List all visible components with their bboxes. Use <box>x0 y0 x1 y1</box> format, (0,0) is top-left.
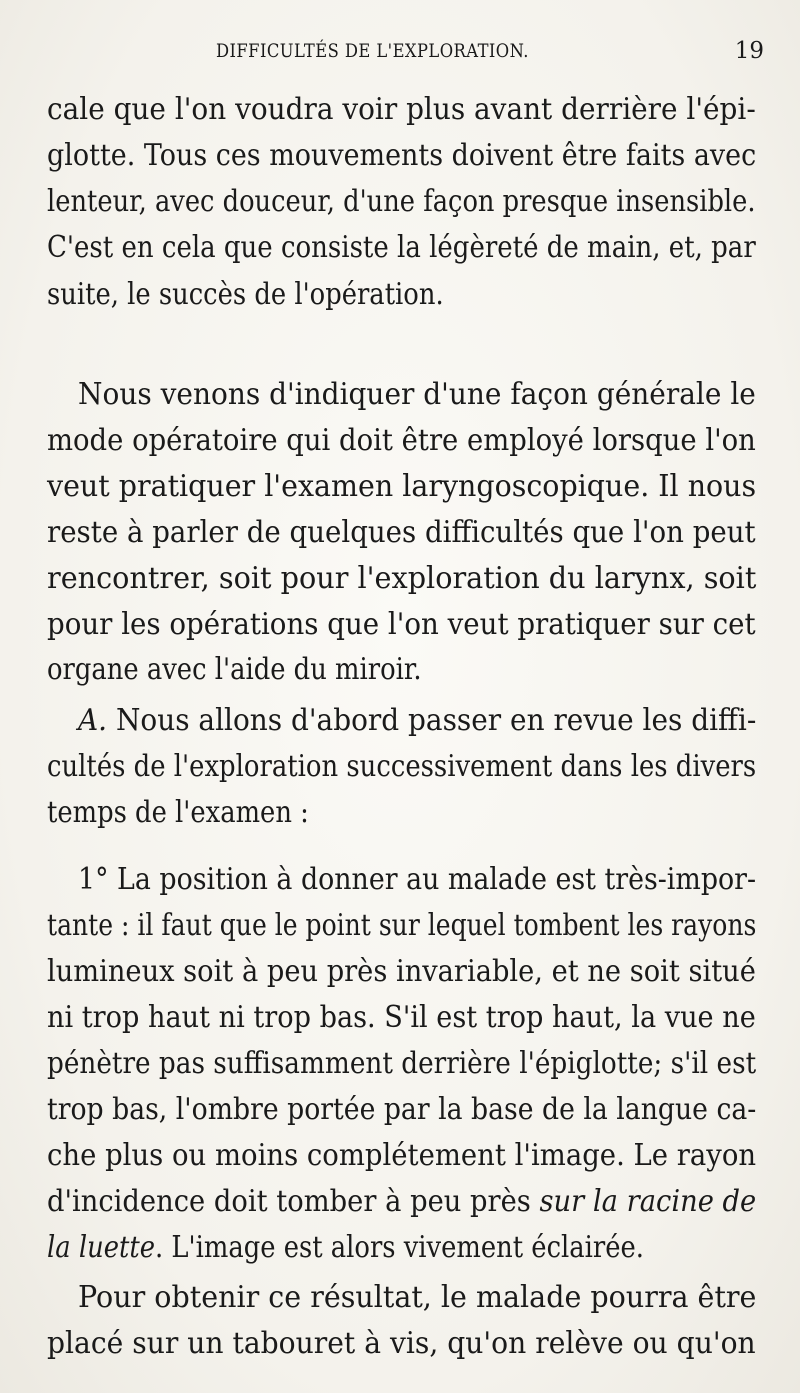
text-line: trop bas, l'ombre portée par la base de la langue ca- <box>47 1092 757 1127</box>
page-header <box>0 34 800 74</box>
text-line <box>47 1230 644 1266</box>
running-head: DIFFICULTÉS DE L'EXPLORATION. <box>216 40 529 62</box>
page-number: 19 <box>734 38 764 64</box>
text-line: lenteur, avec douceur, d'une façon presque insensible. <box>47 184 756 219</box>
text-line: organe avec l'aide du miroir. <box>47 652 422 687</box>
line-text: Nous allons d'abord passer en revue les diffi- <box>115 703 757 738</box>
text-line: lumineux soit à peu près invariable, et ne soit situé <box>47 954 756 989</box>
text-line: C'est en cela que consiste la légèreté de main, et, par <box>47 230 756 265</box>
text-line: cale que l'on voudra voir plus avant derrière l'épi- <box>47 92 756 127</box>
text-line <box>47 1184 756 1220</box>
text-line: veut pratiquer l'examen laryngoscopique. Il nous <box>47 469 757 504</box>
line-text: . L'image est alors vivement éclairée. <box>154 1230 644 1265</box>
line-text: d'incidence doit tomber à peu près <box>47 1184 531 1219</box>
section-marker: A. <box>78 703 108 738</box>
text-line: rencontrer, soit pour l'exploration du larynx, soit <box>47 561 757 596</box>
text-line: pénètre pas suffisamment derrière l'épiglotte; s'il est <box>47 1046 757 1081</box>
text-line: placé sur un tabouret à vis, qu'on relève ou qu'on <box>47 1326 756 1361</box>
text-line <box>78 703 756 739</box>
text-line: pour les opérations que l'on veut pratiquer sur cet <box>47 607 756 642</box>
text-line: ni trop haut ni trop bas. S'il est trop haut, la vue ne <box>47 1000 756 1035</box>
text-line: reste à parler de quelques difficultés que l'on peut <box>47 515 756 550</box>
text-line: Pour obtenir ce résultat, le malade pourra être <box>78 1280 757 1315</box>
text-line: che plus ou moins complétement l'image. Le rayon <box>47 1138 757 1173</box>
text-line <box>78 862 756 898</box>
text-line: temps de l'examen : <box>47 795 309 830</box>
text-line: Nous venons d'indiquer d'une façon générale le <box>78 377 756 412</box>
text-line: glotte. Tous ces mouvements doivent être faits avec <box>47 138 757 173</box>
italic-phrase: la luette <box>47 1230 155 1265</box>
text-line: cultés de l'exploration successivement dans les divers <box>47 749 757 784</box>
text-line: tante : il faut que le point sur lequel tombent les rayons <box>47 908 757 943</box>
line-text: La position à donner au malade est très-impor- <box>117 862 757 897</box>
text-line: suite, le succès de l'opération. <box>47 277 444 312</box>
list-marker: 1° <box>78 862 109 897</box>
italic-phrase: sur la racine de <box>539 1184 757 1219</box>
text-line: mode opératoire qui doit être employé lorsque l'on <box>47 423 756 458</box>
